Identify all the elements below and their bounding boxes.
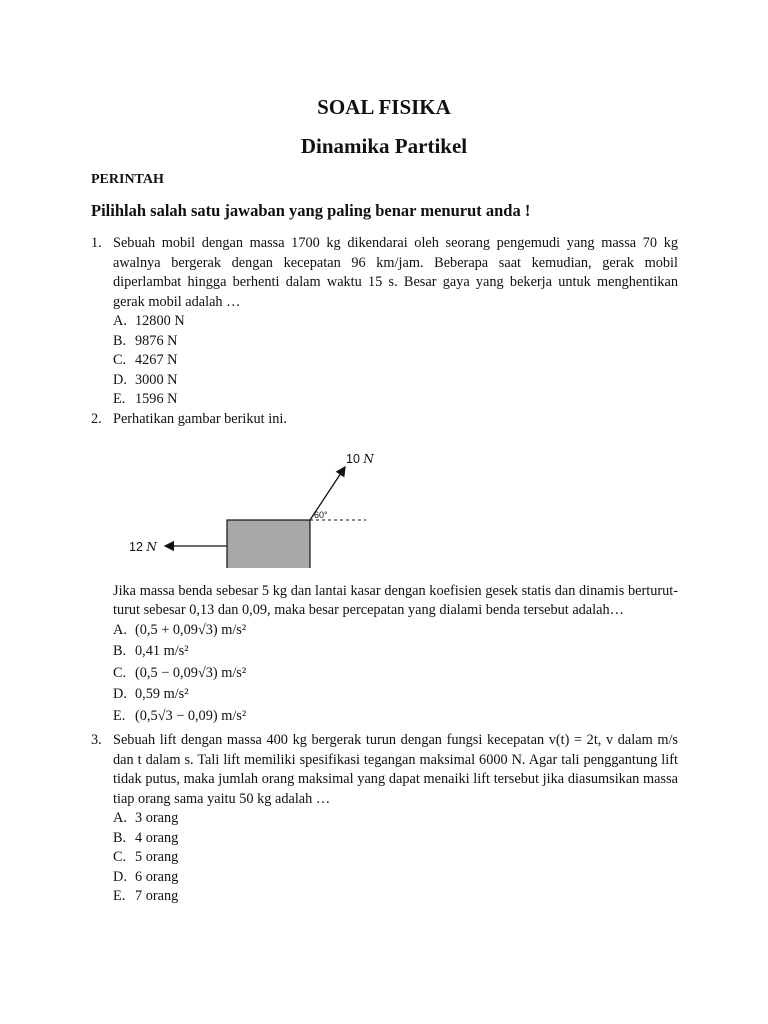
document-subtitle: Dinamika Partikel — [300, 134, 468, 158]
option-text: 6 orang — [135, 868, 179, 885]
option-text: 3000 N — [135, 371, 178, 388]
option-letter: C. — [113, 352, 127, 368]
option-letter: E. — [113, 391, 126, 407]
option-a[interactable] — [113, 621, 678, 643]
option-list — [113, 809, 678, 907]
option-text: 3 orang — [135, 810, 179, 826]
option-letter: B. — [113, 643, 127, 659]
question-2 — [91, 410, 678, 728]
question-number: 2. — [91, 411, 102, 427]
option-e[interactable] — [113, 390, 678, 410]
option-text: 1596 N — [135, 391, 178, 407]
option-letter: C. — [113, 664, 127, 681]
option-e[interactable] — [113, 707, 678, 729]
option-letter: A. — [113, 810, 127, 826]
option-text: 4267 N — [135, 352, 178, 368]
question-3 — [91, 731, 678, 907]
force-diagram-svg — [91, 430, 678, 568]
option-text: 7 orang — [135, 888, 179, 904]
option-d[interactable] — [113, 868, 678, 888]
question-number: 1. — [91, 235, 102, 251]
option-b[interactable] — [113, 642, 678, 664]
option-letter: A. — [113, 313, 127, 329]
option-text: (0,5 + 0,09√3) m/s² — [135, 621, 247, 638]
option-letter: C. — [113, 849, 127, 865]
option-d[interactable] — [113, 685, 678, 707]
option-letter: D. — [113, 371, 127, 388]
option-text: 0,41 m/s² — [135, 643, 189, 659]
option-a[interactable] — [113, 312, 678, 332]
option-list — [113, 312, 678, 410]
option-text: 9876 N — [135, 332, 178, 349]
option-text: (0,5√3 − 0,09) m/s² — [135, 707, 247, 724]
option-letter: D. — [113, 868, 127, 885]
option-text: 0,59 m/s² — [135, 686, 189, 702]
question-text: Sebuah mobil dengan massa 1700 kg dikendarai oleh seorang pengemudi yang massa 70 kg awalnya bergerak dengan kecepatan 96 km/jam. Beberapa saat kemudian, gerak mobil diperlambat hingga berhenti dalam waktu 15 s. Besar gaya yang bekerja untuk menghentikan gerak mobil adalah … — [113, 235, 678, 310]
option-b[interactable] — [113, 829, 678, 849]
option-letter: B. — [113, 829, 127, 846]
option-c[interactable] — [113, 351, 678, 371]
option-letter: A. — [113, 621, 127, 638]
question-1 — [91, 234, 678, 410]
force-label-left: 12 N — [129, 539, 157, 554]
option-text: 12800 N — [135, 313, 185, 329]
option-d[interactable] — [113, 371, 678, 391]
option-text: 4 orang — [135, 829, 179, 846]
document-title: SOAL FISIKA — [317, 95, 451, 119]
option-a[interactable] — [113, 809, 678, 829]
section-label: PERINTAH — [91, 172, 164, 187]
question-text: Jika massa benda sebesar 5 kg dan lantai kasar dengan koefisien gesek statis dan dinamis berturut-turut sebesar 0,13 dan 0,09, maka besar percepatan yang dialami benda tersebut adalah… — [113, 582, 678, 618]
option-letter: B. — [113, 332, 127, 349]
instruction-text: Pilihlah salah satu jawaban yang paling benar menurut anda ! — [91, 201, 531, 220]
option-text: (0,5 − 0,09√3) m/s² — [135, 664, 247, 681]
option-b[interactable] — [113, 332, 678, 352]
option-text: 5 orang — [135, 849, 179, 865]
option-c[interactable] — [113, 848, 678, 868]
angle-label: 60° — [314, 509, 328, 520]
question-text: Sebuah lift dengan massa 400 kg bergerak turun dengan fungsi kecepatan v(t) = 2t, v dalam m/s dan t dalam s. Tali lift memiliki spesifikasi tegangan maksimal 6000 N. Agar tali penggantung lift tidak putus, maka jumlah orang maksimal yang dapat menaiki lift tersebut jika diasumsikan massa tiap orang sama yaitu 50 kg adalah … — [113, 732, 678, 807]
block — [227, 520, 310, 568]
option-list — [113, 621, 678, 729]
question-number: 3. — [91, 732, 102, 748]
option-letter: E. — [113, 888, 126, 904]
option-c[interactable] — [113, 664, 678, 686]
question-intro: Perhatikan gambar berikut ini. — [113, 411, 287, 427]
option-letter: D. — [113, 686, 127, 702]
option-letter: E. — [113, 707, 126, 724]
option-e[interactable] — [113, 887, 678, 907]
force-label-up: 10 N — [346, 451, 374, 466]
force-diagram — [91, 430, 678, 568]
